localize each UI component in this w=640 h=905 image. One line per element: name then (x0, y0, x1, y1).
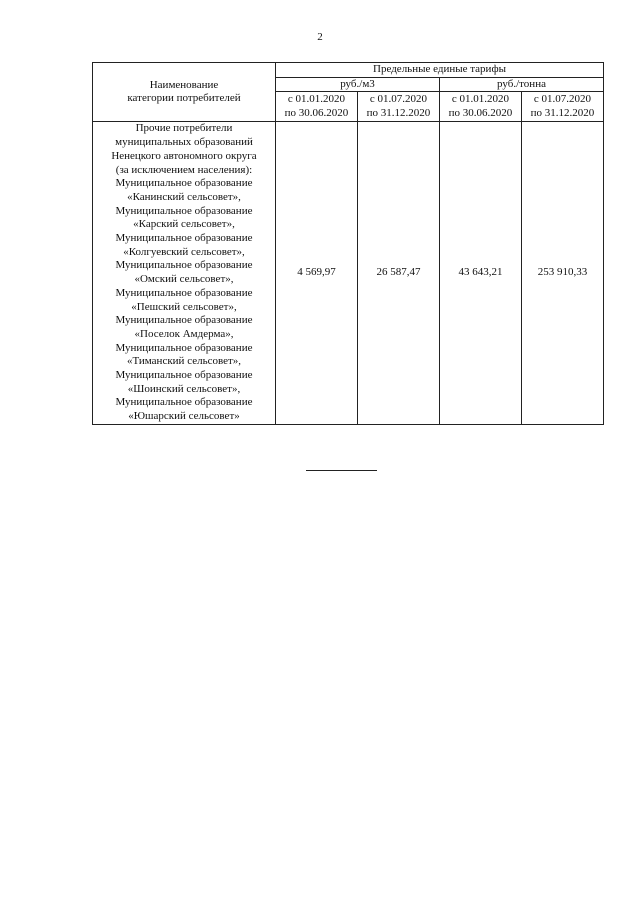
category-line: Муниципальное образование (115, 369, 253, 382)
category-line: Муниципальное образование (115, 314, 253, 327)
category-line: «Карский сельсовет», (133, 218, 235, 231)
period-start: с 01.07.2020 (533, 93, 592, 106)
period-end: по 30.06.2020 (284, 106, 349, 119)
category-line: «Шоинский сельсовет», (127, 382, 241, 395)
category-header-line: категории потребителей (127, 92, 241, 105)
tariff-value-tonne-h2: 253 910,33 (522, 122, 604, 424)
tariff-value-m3-h1: 4 569,97 (276, 122, 358, 424)
table-row (93, 122, 604, 424)
unit-header-tonne: руб./тонна (440, 77, 604, 92)
category-line: Прочие потребители (135, 122, 233, 135)
period-header (440, 92, 522, 122)
category-line: «Тиманский сельсовет», (126, 355, 242, 368)
category-line: Ненецкого автономного округа (111, 149, 257, 162)
tariff-value-m3-h2: 26 587,47 (358, 122, 440, 424)
category-line: «Пешский сельсовет», (131, 300, 237, 313)
category-line: «Колгуевский сельсовет», (123, 245, 245, 258)
period-start: с 01.07.2020 (369, 93, 428, 106)
category-line: «Поселок Амдерма», (134, 327, 234, 340)
category-column-header (93, 63, 276, 122)
period-header (522, 92, 604, 122)
period-end: по 31.12.2020 (366, 106, 431, 119)
category-line: «Канинский сельсовет», (127, 190, 241, 203)
category-line: муниципальных образований (115, 136, 253, 149)
period-start: с 01.01.2020 (451, 93, 510, 106)
consumer-category-cell (93, 122, 276, 424)
category-line: Муниципальное образование (115, 259, 253, 272)
category-line: Муниципальное образование (115, 177, 253, 190)
tariff-group-header: Предельные единые тарифы (276, 63, 604, 78)
category-line: Муниципальное образование (115, 341, 253, 354)
category-line: Муниципальное образование (115, 232, 253, 245)
category-line: Муниципальное образование (115, 286, 253, 299)
category-line: «Юшарский сельсовет» (128, 410, 240, 423)
period-end: по 31.12.2020 (530, 106, 595, 119)
period-header (276, 92, 358, 122)
category-line: Муниципальное образование (115, 396, 253, 409)
unit-header-m3: руб./м3 (276, 77, 440, 92)
page-number: 2 (317, 31, 323, 43)
tariff-value-tonne-h1: 43 643,21 (440, 122, 522, 424)
period-header (358, 92, 440, 122)
category-line: «Омский сельсовет», (134, 273, 234, 286)
category-line: (за исключением населения): (115, 163, 253, 176)
tariff-table (92, 62, 604, 425)
header-row-group (93, 63, 604, 78)
category-header-line: Наименование (149, 78, 219, 91)
end-of-document-rule (306, 470, 377, 471)
period-start: с 01.01.2020 (287, 93, 346, 106)
category-line: Муниципальное образование (115, 204, 253, 217)
period-end: по 30.06.2020 (448, 106, 513, 119)
